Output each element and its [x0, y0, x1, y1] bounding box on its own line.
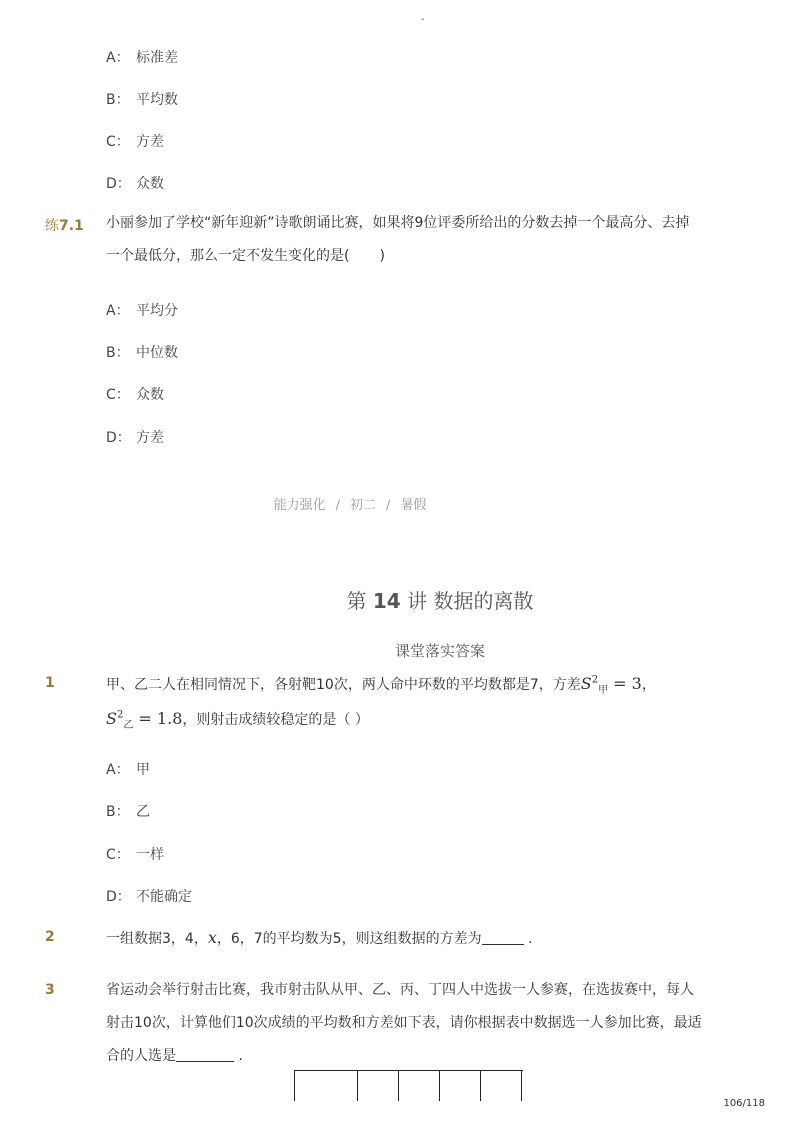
practice-option-d[interactable]: D： 方差	[106, 430, 164, 446]
practice-option-a[interactable]: A： 平均分	[106, 303, 178, 319]
table-cell	[440, 1071, 481, 1101]
data-table-partial	[294, 1070, 523, 1101]
question-1-option-a[interactable]: A： 甲	[106, 762, 150, 778]
practice-number: 练7.1	[45, 218, 84, 234]
option-a[interactable]: A： 标准差	[106, 50, 178, 66]
question-1-number: 1	[45, 675, 55, 691]
section-subtitle: 课堂落实答案	[394, 642, 485, 660]
question-1-option-d[interactable]: D： 不能确定	[106, 889, 192, 905]
table-cell	[295, 1071, 358, 1101]
question-2-text: 一组数据3，4，x，6，7的平均数为5，则这组数据的方差为 .	[106, 928, 533, 947]
section-title: 第 14 讲 数据的离散	[346, 589, 534, 613]
header-mark: -	[421, 14, 425, 25]
question-2-number: 2	[45, 929, 55, 945]
option-c[interactable]: C： 方差	[106, 134, 164, 150]
option-d[interactable]: D： 众数	[106, 176, 164, 192]
table-cell	[399, 1071, 440, 1101]
table-cell	[481, 1071, 522, 1101]
page-number: 106/118	[723, 1098, 765, 1109]
question-3-blank[interactable]	[176, 1047, 234, 1062]
page-footer-breadcrumb: 能力强化 / 初二 / 暑假	[273, 498, 427, 513]
option-b[interactable]: B： 平均数	[106, 92, 178, 108]
practice-option-c[interactable]: C： 众数	[106, 387, 164, 403]
question-3-text: 省运动会举行射击比赛，我市射击队从甲、乙、丙、丁四人中选拔一人参赛，在选拔赛中，每人 射击10次，计算他们10次成绩的平均数和方差如下表，请你根据表中数据选一人参加比赛，最适 合的人选是 .	[106, 982, 702, 1064]
question-1-option-b[interactable]: B： 乙	[106, 804, 150, 820]
question-3-number: 3	[45, 982, 55, 998]
practice-option-b[interactable]: B： 中位数	[106, 345, 178, 361]
question-1-text: 甲、乙二人在相同情况下，各射靶10次，两人命中环数的平均数都是7，方差$S^2_甲 = 3$， $S^2_乙 = 1.8$，则射击成绩较稳定的是（ ）	[106, 674, 656, 732]
question-2-blank[interactable]	[482, 930, 524, 945]
table-cell	[358, 1071, 399, 1101]
question-1-option-c[interactable]: C： 一样	[106, 847, 164, 863]
practice-question-text: 小丽参加了学校“新年迎新”诗歌朗诵比赛，如果将9位评委所给出的分数去掉一个最高分、去掉 一个最低分，那么一定不发生变化的是( )	[106, 215, 690, 264]
